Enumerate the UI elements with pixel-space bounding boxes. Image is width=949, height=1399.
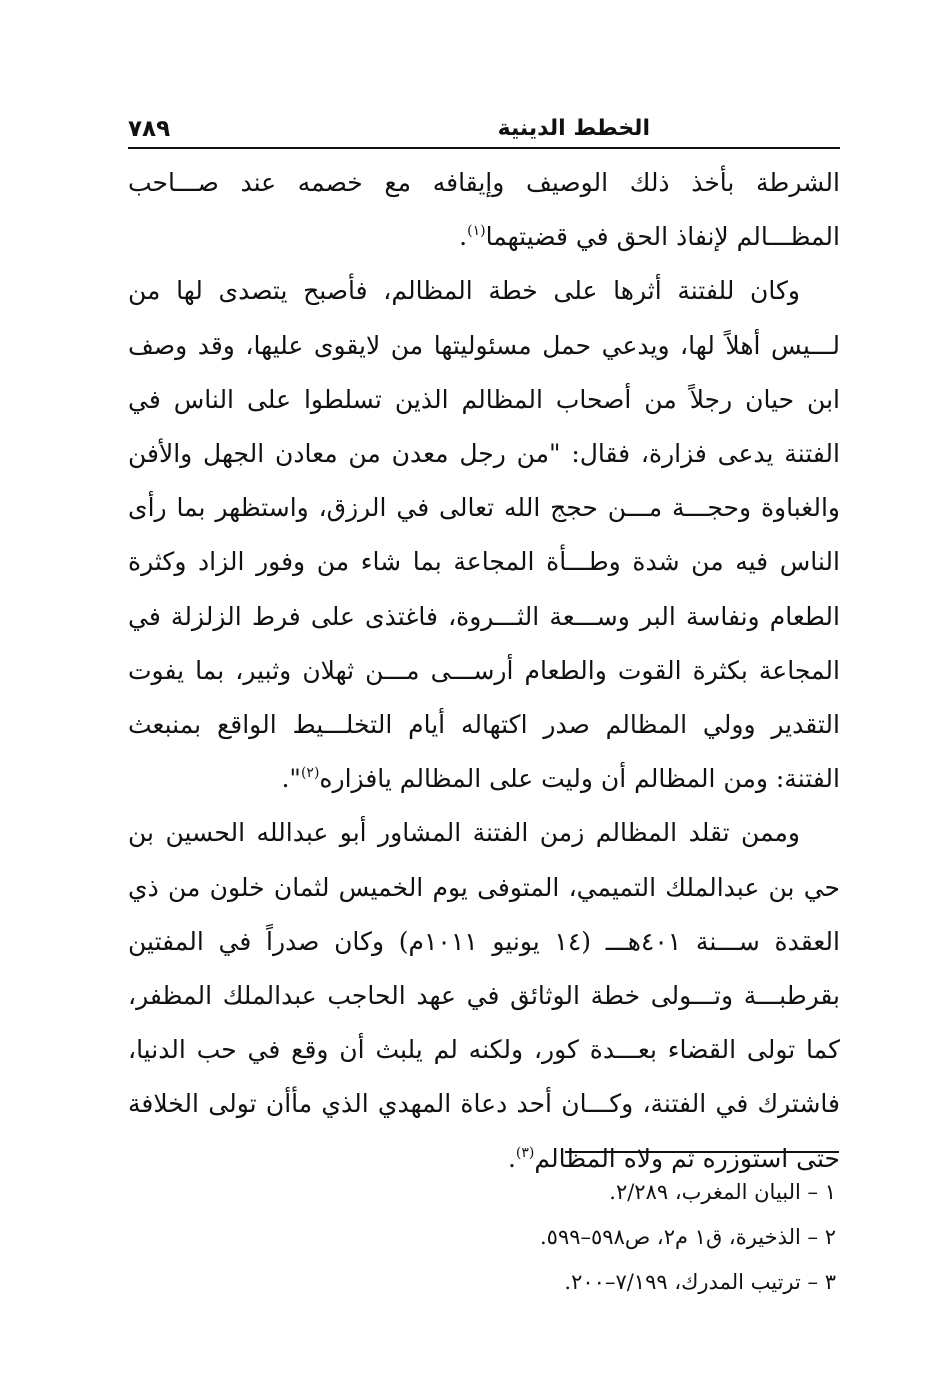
paragraph-1-end: . xyxy=(459,222,468,252)
paragraph-3 xyxy=(128,806,840,1185)
main-text xyxy=(128,156,840,1186)
footnote-ref-2: (٢) xyxy=(300,765,320,782)
footnote-separator xyxy=(565,1151,839,1153)
footnote-ref-1: (١) xyxy=(467,223,486,240)
footnote-2: ٢ – الذخيرة، ق١ م٢، ص٥٩٨–٥٩٩. xyxy=(539,1225,836,1249)
paragraph-2 xyxy=(128,264,840,806)
paragraph-3-end: . xyxy=(507,1143,516,1173)
paragraph-1-text: الشرطة بأخذ ذلك الوصيف وإيقافه مع خصمه عند صـــاحب المظـــالم لإنفاذ الحق في قضيتهما xyxy=(128,168,840,252)
paragraph-2-end: ". xyxy=(281,764,301,794)
page-number: ٧٨٩ xyxy=(128,116,171,142)
footnote-1: ١ – البيان المغرب، ٢/٢٨٩. xyxy=(609,1180,836,1204)
footnote-ref-3: (٣) xyxy=(515,1144,535,1161)
paragraph-3-text: وممن تقلد المظالم زمن الفتنة المشاور أبو عبدالله الحسين بن حي بن عبدالملك التميمي، المتوفى يوم الخميس لثمان خلون من ذي العقدة ســـنة ٤٠١هـــ (١٤ يونيو ١٠١١م) وكان صدراً في المفتين بقرطبـــة وتـــولى خطة الوثائق في عهد الحاجب عبدالملك المظفر، كما تولى القضاء بعـــدة كور، ولكنه لم يلبث أن وقع في حب الدنيا، فاشترك في الفتنة، وكـــان أحد دعاة المهدي الذي مأأن تولى الخلافة حتى استوزره ثم ولاه المظالم xyxy=(128,818,840,1173)
running-title: الخطط الدينية xyxy=(497,116,650,141)
footnote-3: ٣ – ترتيب المدرك، ٧/١٩٩–٢٠٠. xyxy=(564,1270,836,1294)
header-rule xyxy=(128,147,840,149)
footnotes xyxy=(128,1170,840,1305)
paragraph-2-text: وكان للفتنة أثرها على خطة المظالم، فأصبح يتصدى لها من لـــيس أهلاً لها، ويدعي حمل مسئوليتها من لايقوى عليها، وقد وصف ابن حيان رجلاً من أصحاب المظالم الذين تسلطوا على الناس في الفتنة يدعى فزارة، فقال: "من رجل معدن من معادن الجهل والأفن والغباوة وحجـــة مـــن حجج الله تعالى في الرزق، واستظهر بما رأى الناس فيه من شدة وطـــأة المجاعة بما شاء من وفور الزاد وكثرة الطعام ونفاسة البر وســـعة الثـــروة، فاغتذى على فرط الزلزلة في المجاعة بكثرة القوت والطعام أرســـى مـــن ثهلان وثبير، بما يفوت التقدير وولي المظالم صدر اكتهاله أيام التخلـــيط الواقع بمنبعث الفتنة: ومن المظالم أن وليت على المظالم يافزاره xyxy=(128,276,840,794)
paragraph-1 xyxy=(128,156,840,264)
page-header xyxy=(128,112,840,148)
